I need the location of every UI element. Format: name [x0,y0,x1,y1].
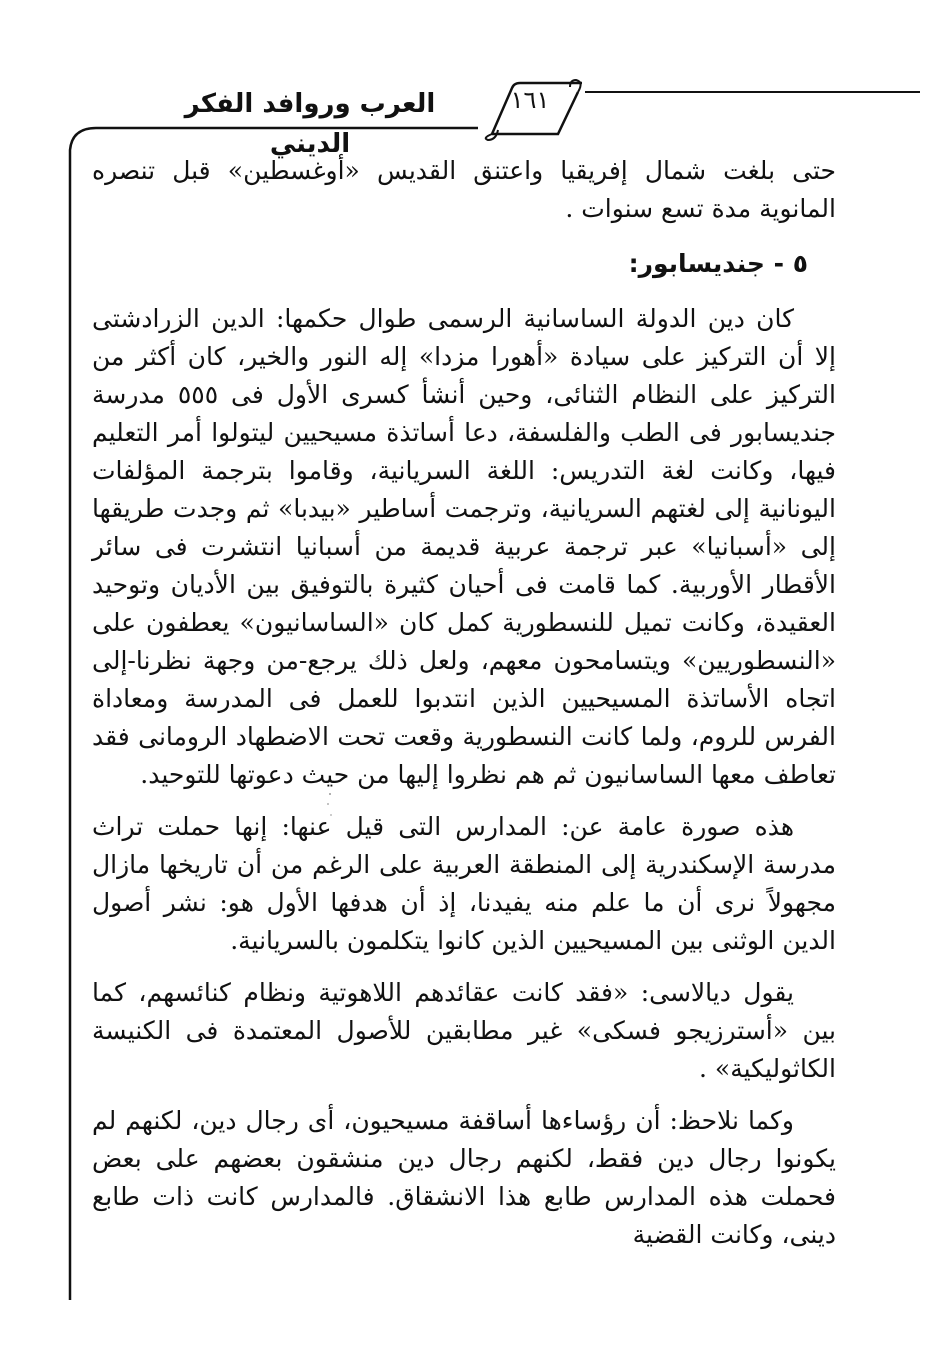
section-heading: ٥ - جنديسابور: [628,249,808,278]
paragraph-overview: هذه صورة عامة عن: المدارس التى قيل عنها: إنها حملت تراث مدرسة الإسكندرية إلى المنطقة العربية على الرغم من أن تاريخها مازال مجهولاً نرى أن ما علم منه يفيدنا، إذ أن هدفها الأول هو: نشر أصول الدين الوثنى بين المسيحيين الذين كانوا يتكلمون بالسريانية. [92,812,836,955]
paragraph-gap [92,1088,836,1102]
paragraph-jundishapur: كان دين الدولة الساسانية الرسمى طوال حكمها: الدين الزرادشتى إلا أن التركيز على سيادة «أهورا مزدا» إله النور والخير، كان أكثر من التركيز على النظام الثنائى، وحين أنشأ كسرى الأول فى ٥٥٥ مدرسة جنديسابور فى الطب والفلسفة، دعا أساتذة مسيحيين ليتولوا أمر التعليم فيها، وكانت لغة التدريس: اللغة السريانية، وقاموا بترجمة المؤلفات اليونانية إلى لغتهم السريانية، وترجمت أساطير «بيدبا» ثم وجدت طريقها إلى «أسبانيا» عبر ترجمة عربية قديمة من أسبانيا انتشرت فى سائر الأقطار الأوربية. كما قامت فى أحيان كثيرة بالتوفيق بين الأديان وتوحيد العقيدة، وكانت تميل للنسطورية كمل كان «الساسانيون» يعطفون على «النسطوريين» ويتسامحون معهم، ولعل ذلك يرجع-من وجهة نظرنا-إلى اتجاه الأساتذة المسيحيين الذين انتدبوا للعمل فى المدرسة ومعاداة الفرس للروم، ولما كانت النسطورية وقعت تحت الاضطهاد الرومانى فقد تعاطف معها الساسانيون ثم هم نظروا إليها من حيث دعوتها للتوحيد. [92,304,836,789]
page-number: ١٦١ [510,86,550,114]
paragraph-observation: وكما نلاحظ: أن رؤساءها أساقفة مسيحيون، أى رجال دين، لكنهم لم يكونوا رجال دين فقط، لكنهم رجال دين منشقون بعضهم على بعض فحملت هذه المدارس طابع هذا الانشقاق. فالمدارس كانت ذات طابع دينى، وكانت القضية [92,1106,836,1249]
paragraph-gap [92,794,836,808]
paragraph-continuation: حتى بلغت شمال إفريقيا واعتنق القديس «أوغسطين» قبل تنصره المانوية مدة تسع سنوات . [92,156,836,223]
running-header-title: العرب وروافد الفكر الديني [184,89,436,159]
paragraph-gap [92,960,836,974]
paragraph-quote: يقول ديالاسى: «فقد كانت عقائدهم اللاهوتية ونظام كنائسهم، كما بين «أسترزيجو فسكى» غير مطابقين للأصول المعتمدة فى الكنيسة الكاثوليكية» . [92,978,836,1083]
body-text [92,152,836,1254]
